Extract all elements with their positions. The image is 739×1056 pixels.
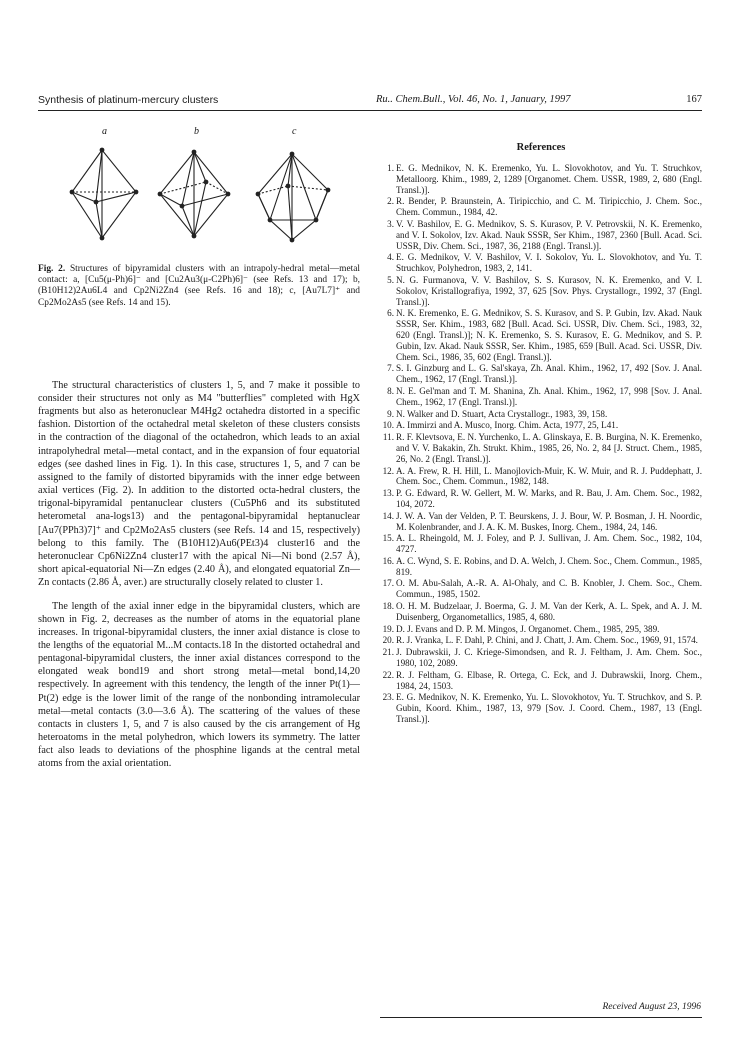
reference-number: 12. xyxy=(382,465,394,476)
reference-number: 19. xyxy=(382,623,394,634)
figure-label-b: b xyxy=(194,126,199,137)
structure-b xyxy=(160,152,228,236)
reference-item xyxy=(380,647,702,669)
reference-number: 7. xyxy=(387,363,394,374)
reference-item xyxy=(380,601,702,623)
reference-item xyxy=(380,386,702,408)
reference-item xyxy=(380,635,702,646)
reference-item xyxy=(380,219,702,251)
figure-caption xyxy=(38,264,360,309)
right-column xyxy=(380,126,702,726)
reference-item xyxy=(380,692,702,724)
reference-item xyxy=(380,409,702,420)
reference-text: R. Bender, P. Braunstein, A. Tiripicchio, and C. M. Tiripicchio, J. Chem. Soc., Chem. Commun., 1984, 42. xyxy=(396,196,702,218)
reference-text: E. G. Mednikov, V. V. Bashilov, V. I. Sokolov, Yu. L. Slovokhotov, and Yu. T. Struchkov, Polyhedron, 1983, 2, 141. xyxy=(396,252,702,274)
reference-number: 22. xyxy=(382,669,394,680)
caption-label: Fig. 2. xyxy=(38,264,66,274)
reference-number: 21. xyxy=(382,647,394,658)
reference-item xyxy=(380,163,702,195)
reference-text: R. J. Feltham, G. Elbase, R. Ortega, C. Eck, and J. Dubrawskii, Inorg. Chem., 1984, 24, 1503. xyxy=(396,669,702,691)
reference-number: 11. xyxy=(382,432,394,443)
reference-text: O. H. M. Budzelaar, J. Boerma, G. J. M. Van der Kerk, A. L. Spek, and A. J. M. Duisenberg, Organometallics, 1985, 4, 680. xyxy=(396,601,702,622)
reference-text: E. G. Mednikov, N. K. Eremenko, Yu. L. Slovokhotov, Yu. T. Struchkov, and S. P. Gubin, Koord. Khim., 1987, 13, 979 [Sov. J. Coord. Chem., 1987, 13 (Engl. Transl.)]. xyxy=(396,692,702,725)
reference-item xyxy=(380,196,702,218)
body-paragraph-1: The structural characteristics of clusters 1, 5, and 7 make it possible to consider their structures not only as M4 "butterflies" completed with HgX fragments but also as heteronuclear M4Hg2 octahedra distorted in a specific fashion. Distortion of the octahedral metal skeleton of these clusters consists in the contraction of the diagonal of the octahedron, which leads to an axial intrapolyhedral metal—metal contact, and in the expansion of four equatorial edges (see dashed lines in Fig. 1). In this case, structures 1, 5, and 7 can be assigned to the family of distorted bipyramids with the inner edge between axial vertices (Fig. 2). In addition to the distorted octa-hedral clusters, the trigonal-bipyramidal pentanuclear clusters (Cu5Ph6 and its substituted heterometal ana-logs13) and the pentagonal-bipyramidal heptanuclear [Au7(PPh3)7]⁺ and Cp2Mo2As5 clusters (see Refs. 14 and 15, respectively) belong to this family. The (B10H12)Au6(PEt3)4 cluster16 and the heteronuclear Cp6Ni2Zn4 cluster17 with the apical Ni—Ni bond (2.57 Å), short apical-equatorial Ni—Zn edges (2.40 Å), and elongated equatorial Zn—Zn contacts (2.86 Å, aver.) are structurally closely related to cluster 1. xyxy=(38,379,360,589)
reference-item xyxy=(380,533,702,555)
reference-number: 23. xyxy=(382,692,394,703)
header-title: Synthesis of platinum-mercury clusters xyxy=(38,94,219,106)
reference-list xyxy=(380,163,702,725)
reference-item xyxy=(380,252,702,274)
running-header xyxy=(38,94,702,111)
structure-a xyxy=(72,150,136,238)
body-paragraph-2: The length of the axial inner edge in the bipyramidal clusters, which are shown in Fig. 2, decreases as the number of atoms in the equatorial plane increases. In trigonal-bipyramidal clusters, the inner axial distance is close to the lengths of the equatorial M...M contacts.18 In the distorted octahedral and pentagonal-bipyramidal clusters, the inner axial distances correspond to the elongated weak bond19 and short strong metal—metal bond,14,20 respectively. In agreement with this tendency, the length of the inner Pt(1)—Pt(2) edge is the lower limit of the range of the nonbonding intramolecular metal—metal contacts (3.0—3.6 Å). The scattering of the values of these contacts in clusters 1, 5, and 7 is also caused by the cis arrangement of Hg heteroatoms in the metal polyhedron, which lowers its symmetry. The latter fact also leads to deviations of the phosphine ligands at the central metal atoms from the axial orientation. xyxy=(38,600,360,770)
reference-number: 4. xyxy=(387,252,394,263)
reference-text: S. I. Ginzburg and L. G. Sal'skaya, Zh. Anal. Khim., 1962, 17, 492 [Sov. J. Anal. Chem., 1962, 17 (Engl. Transl.)]. xyxy=(396,363,702,385)
reference-number: 1. xyxy=(387,163,394,173)
reference-item xyxy=(380,556,702,578)
footer-rule xyxy=(380,1017,702,1018)
reference-item xyxy=(380,275,702,307)
reference-item xyxy=(380,466,702,488)
reference-number: 15. xyxy=(382,533,394,544)
structure-c xyxy=(258,154,328,240)
reference-text: A. Immirzi and A. Musco, Inorg. Chim. Acta, 1977, 25, L41. xyxy=(396,420,619,431)
reference-text: V. V. Bashilov, E. G. Mednikov, S. S. Kurasov, P. V. Petrovskii, N. K. Eremenko, and V. I. Sokolov, Izv. Akad. Nauk SSSR, Ser Khim., 1987, 2360 [Bull. Acad. Sci. USSR, Div. Chem. Sci., 1987, 36, 2188 (Engl. Transl.)]. xyxy=(396,218,702,251)
reference-text: A. A. Frew, R. H. Hill, L. Manojlovich-Muir, K. W. Muir, and R. J. Puddephatt, J. Chem. Soc., Chem. Commun., 1982, 148. xyxy=(396,465,702,487)
reference-text: P. G. Edward, R. W. Gellert, M. W. Marks, and R. Bau, J. Am. Chem. Soc., 1982, 104, 2072. xyxy=(396,488,702,509)
reference-text: N. K. Eremenko, E. G. Mednikov, S. S. Kurasov, and S. P. Gubin, Izv. Akad. Nauk SSSR, Ser. Khim., 1983, 682 [Bull. Acad. Sci. USSR, Div. Chem. Sci., 1983, 32, 620 (Engl. Transl.)]; N. K. Eremenko, S. S. Kurasov, E. G. Mednikov, and S. P. Gubin, Izv. Akad. Nauk SSSR, Ser. Khim., 1985, 659 [Bull. Acad. Sci. USSR, Div. Chem. Sci., 1986, 35, 602 (Engl. Transl.)]. xyxy=(396,308,702,362)
reference-text: J. Dubrawskii, J. C. Kriege-Simondsen, and R. J. Feltham, J. Am. Chem. Soc., 1980, 102, 2089. xyxy=(396,647,702,669)
reference-text: N. Walker and D. Stuart, Acta Crystallogr., 1983, 39, 158. xyxy=(396,408,608,419)
reference-number: 3. xyxy=(387,218,394,229)
caption-text: Structures of bipyramidal clusters with an intrapoly-hedral metal—metal contact: a, [Cu5(μ-Ph)6]⁻ and [Cu2Au3(μ-C2Ph)6]⁻ (see Refs. 13 and 17); b, (B10H12)2Au6L4 and Cp2Ni2Zn4 (see Refs. 16 and 18); c, [Au7L7]⁺ and Cp2Mo2As5 (see Refs. 14 and 15). xyxy=(38,264,360,308)
figure-label-a: a xyxy=(102,126,107,137)
reference-number: 16. xyxy=(382,555,394,566)
reference-item xyxy=(380,308,702,362)
reference-text: O. M. Abu-Salah, A.-R. A. Al-Ohaly, and C. B. Knobler, J. Chem. Soc., Chem. Commun., 1985, 1502. xyxy=(396,578,702,600)
reference-item xyxy=(380,363,702,385)
reference-text: A. C. Wynd, S. E. Robins, and D. A. Welch, J. Chem. Soc., Chem. Commun., 1985, 819. xyxy=(396,555,702,577)
reference-item xyxy=(380,511,702,533)
reference-item xyxy=(380,670,702,692)
reference-text: R. F. Klevtsova, E. N. Yurchenko, L. A. Glinskaya, E. B. Burgina, N. K. Eremenko, and V. V. Bakakin, Zh. Strukt. Khim., 1985, 26, No. 2, 84 [J. Struct. Chem., 1985, 26, No. 2 (Engl. Transl.)]. xyxy=(396,432,702,464)
reference-item xyxy=(380,432,702,464)
reference-text: E. G. Mednikov, N. K. Eremenko, Yu. L. Slovokhotov, and Yu. T. Struchkov, Metalloorg. Khim., 1989, 2, 1289 [Organomet. Chem. USSR, 1989, 2, 680 (Engl. Transl.)]. xyxy=(396,163,702,195)
figure-labels xyxy=(38,126,360,144)
reference-text: N. E. Gel'man and T. M. Shanina, Zh. Anal. Khim., 1962, 17, 998 [Sov. J. Anal. Chem., 1962, 17 (Engl. Transl.)]. xyxy=(396,385,702,407)
reference-text: J. W. A. Van der Velden, P. T. Beurskens, J. J. Bour, W. P. Bosman, J. H. Noordic, M. Kolenbrander, and J. A. K. M. Buskes, Inorg. Chem., 1984, 24, 146. xyxy=(396,510,702,532)
reference-text: N. G. Furmanova, V. V. Bashilov, S. S. Kurasov, N. K. Eremenko, and V. I. Sokolov, Kristallografiya, 1992, 37, 625 [Sov. Phys. Crystallogr., 1992, 37 (Engl. Transl.)]. xyxy=(396,274,702,307)
bipyramid-figure xyxy=(38,144,360,254)
received-date: Received August 23, 1996 xyxy=(602,1002,701,1012)
page-number: 167 xyxy=(686,94,702,105)
reference-number: 10. xyxy=(382,420,394,431)
reference-number: 13. xyxy=(382,488,394,499)
reference-number: 20. xyxy=(382,635,394,646)
references-heading: References xyxy=(516,142,566,153)
reference-number: 5. xyxy=(387,274,394,285)
reference-item xyxy=(380,420,702,431)
left-column xyxy=(38,126,360,781)
reference-item xyxy=(380,624,702,635)
reference-text: R. J. Vranka, L. F. Dahl, P. Chini, and J. Chatt, J. Am. Chem. Soc., 1969, 91, 1574. xyxy=(396,635,698,646)
reference-number: 8. xyxy=(387,385,394,396)
reference-number: 17. xyxy=(382,578,394,589)
figure-label-c: c xyxy=(292,126,297,137)
reference-text: D. J. Evans and D. P. M. Mingos, J. Organomet. Chem., 1985, 295, 389. xyxy=(396,623,660,634)
reference-number: 6. xyxy=(387,308,394,319)
reference-item xyxy=(380,488,702,510)
reference-item xyxy=(380,578,702,600)
reference-text: A. L. Rheingold, M. J. Foley, and P. J. Sullivan, J. Am. Chem. Soc., 1982, 104, 4727. xyxy=(396,533,702,555)
reference-number: 9. xyxy=(387,408,394,419)
reference-number: 18. xyxy=(382,601,394,612)
header-journal: Ru.. Chem.Bull., Vol. 46, No. 1, January, 1997 xyxy=(376,94,571,105)
reference-number: 14. xyxy=(382,510,394,521)
reference-number: 2. xyxy=(387,196,394,207)
